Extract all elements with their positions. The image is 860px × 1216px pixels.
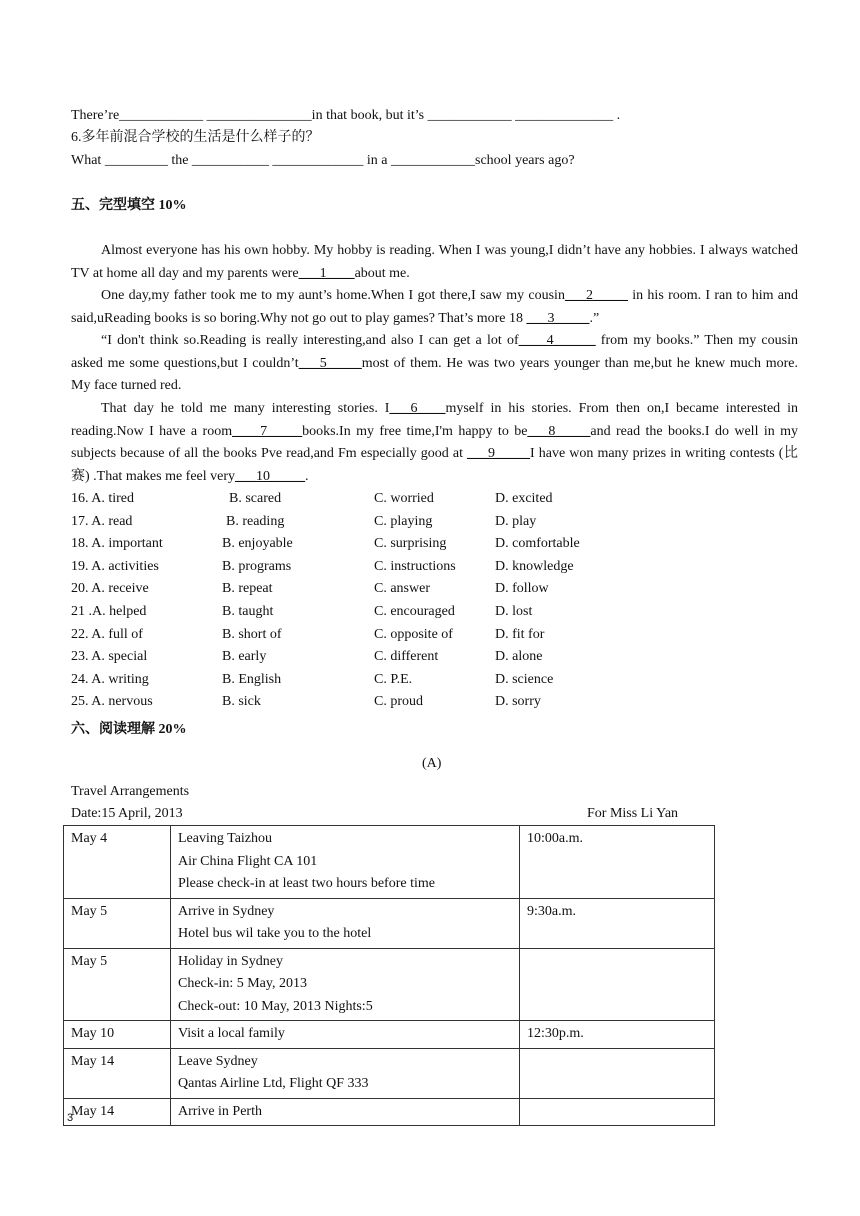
blank-6: ___6____ (389, 401, 446, 416)
table-row (64, 948, 715, 1021)
travel-title: Travel Arrangements (71, 784, 190, 799)
table-cell-detail: Arrive in Perth (171, 1098, 520, 1126)
table-row (64, 1021, 715, 1049)
options-list (71, 488, 771, 714)
option-row-19: 19. A. activities B. programs C. instructions D. knowledge (71, 558, 574, 574)
option-row-17: 17. A. read B. reading C. playing D. play (71, 513, 537, 529)
blank-3: ___3_____ (526, 310, 590, 326)
fill-blank-line-5: There’re____________ _______________in that book, but it’s ____________ ______________ . (71, 108, 621, 123)
passage-label: (A) (422, 756, 442, 771)
table-row (64, 1048, 715, 1098)
travel-table (63, 825, 715, 1126)
table-row (64, 1098, 715, 1126)
table-cell-date: May 5 (64, 948, 171, 1021)
option-row-16: 16. A. tired B. scared C. worried D. excited (71, 491, 553, 506)
cloze-paragraph-2: One day,my father took me to my aunt’s home.When I got there,I saw my cousin___2_____ in his room. I ran to him and said,uReading books is so boring.Why not go out to play games? That’s more 18 ___3_____.” (71, 288, 799, 326)
option-row-20: 20. A. receive B. repeat C. answer D. follow (71, 581, 549, 597)
page-number: 3 (67, 1112, 74, 1124)
blank-5: ___5_____ (298, 355, 362, 371)
blank-1: ___1____ (298, 265, 355, 281)
blank-8: ___8_____ (527, 423, 591, 439)
option-row-25: 25. A. nervous B. sick C. proud D. sorry (71, 694, 541, 710)
table-cell-detail: Holiday in Sydney Check-in: 5 May, 2013 Check-out: 10 May, 2013 Nights:5 (171, 948, 520, 1021)
travel-for: For Miss Li Yan (587, 806, 679, 821)
table-cell-date: May 14 (64, 1048, 171, 1098)
option-row-18: 18. A. important B. enjoyable C. surprising D. comfortable (71, 536, 580, 552)
question-6-chinese: 6.多年前混合学校的生活是什么样子的？ (71, 130, 320, 145)
travel-date: Date:15 April, 2013 (71, 806, 183, 821)
table-cell-date: May 10 (64, 1021, 171, 1049)
table-cell-date: May 4 (64, 826, 171, 899)
blank-9: ___9_____ (467, 446, 531, 462)
table-row (64, 898, 715, 948)
table-cell-detail: Leaving Taizhou Air China Flight CA 101 Please check-in at least two hours before time (171, 826, 520, 899)
table-cell-time: 9:30a.m. (520, 898, 715, 948)
table-cell-date: May 5 (64, 898, 171, 948)
table-row (64, 826, 715, 899)
cloze-paragraph-1: Almost everyone has his own hobby. My hobby is reading. When I was young,I didn’t have any hobbies. I always watched TV at home all day and my parents were___1____about me. (71, 243, 798, 281)
table-cell-time (520, 1048, 715, 1098)
blank-4: ____4______ (518, 333, 596, 348)
blank-10: ___10_____ (235, 468, 306, 484)
option-row-21: 21 .A. helped B. taught C. encouraged D. lost (71, 603, 533, 619)
table-cell-detail: Arrive in Sydney Hotel bus wil take you to the hotel (171, 898, 520, 948)
section-6-heading: 六、阅读理解 20% (71, 722, 187, 737)
cloze-paragraph-3: “I don't think so.Reading is really interesting,and also I can get a lot of____4______ from my books.” Then my cousin asked me some questions,but I couldn’t___5_____most of them. He was two years younger than me,but he knew much more. My face turned red. (71, 333, 798, 394)
table-cell-detail: Leave Sydney Qantas Airline Ltd, Flight QF 333 (171, 1048, 520, 1098)
table-cell-detail: Visit a local family (171, 1021, 520, 1049)
table-cell-time: 10:00a.m. (520, 826, 715, 899)
blank-2: ___2_____ (564, 288, 628, 303)
blank-7: ____7_____ (232, 423, 303, 439)
table-cell-time (520, 948, 715, 1021)
table-cell-time (520, 1098, 715, 1126)
table-cell-time: 12:30p.m. (520, 1021, 715, 1049)
cloze-paragraph-4: That day he told me many interesting stories. I___6____myself in his stories. From then on,I became interested in reading.Now I have a room____7_____books.In my free time,I'm happy to be___8_____and read the books.I do well in my subjects because of all the books Pve read,and Fm especially good at ___9_____I have won many prizes in writing contests (比赛) .That makes me feel very___10_____. (71, 401, 799, 484)
question-6-english: What _________ the ___________ _____________ in a ____________school years ago? (71, 153, 575, 168)
table-cell-date: May 14 (64, 1098, 171, 1126)
option-row-22: 22. A. full of B. short of C. opposite of D. fit for (71, 626, 545, 642)
option-row-24: 24. A. writing B. English C. P.E. D. science (71, 671, 554, 687)
section-5-heading: 五、完型填空 10% (71, 198, 187, 213)
option-row-23: 23. A. special B. early C. different D. alone (71, 649, 543, 665)
